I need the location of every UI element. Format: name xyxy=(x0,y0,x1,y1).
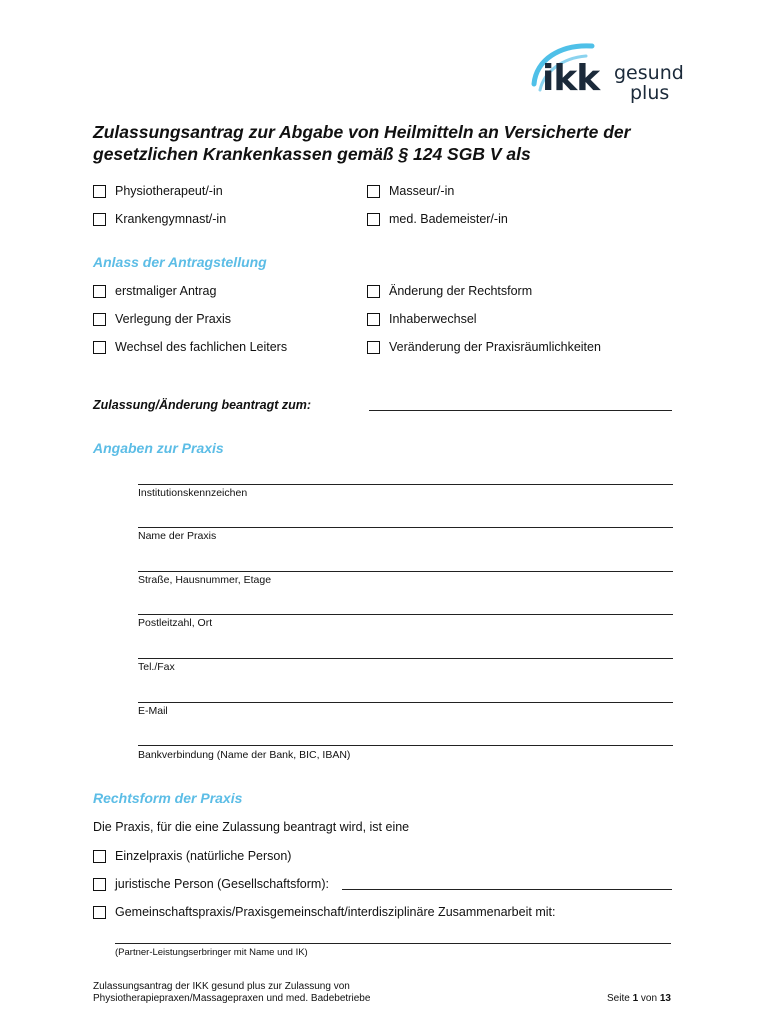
checkbox-wechsel-leiter[interactable] xyxy=(93,340,287,354)
field-gesellschaftsform[interactable] xyxy=(342,889,672,890)
checkbox-label: Einzelpraxis (natürliche Person) xyxy=(115,849,292,863)
checkbox-praxisraeumlichkeiten[interactable] xyxy=(367,340,601,354)
page-prefix: Seite xyxy=(607,993,630,1004)
checkbox-square[interactable] xyxy=(93,285,106,298)
checkbox-label: Wechsel des fachlichen Leiters xyxy=(115,340,288,354)
field-label: Straße, Hausnummer, Etage xyxy=(138,574,272,586)
partner-hint: (Partner-Leistungserbringer mit Name und IK) xyxy=(115,947,308,958)
logo-brand: ikk xyxy=(542,58,600,99)
logo-line2: plus xyxy=(630,82,670,104)
checkbox-label: Gemeinschaftspraxis/Praxisgemeinschaft/interdisziplinäre Zusammenarbeit mit: xyxy=(115,905,556,919)
checkbox-square[interactable] xyxy=(93,213,106,226)
form-title: Zulassungsantrag zur Abgabe von Heilmitteln an Versicherte der gesetzlichen Krankenkassen gemäß § 124 SGB V als xyxy=(93,122,631,164)
checkbox-erstmaliger-antrag[interactable] xyxy=(93,284,216,298)
checkbox-label: Physiotherapeut/-in xyxy=(115,184,223,198)
checkbox-label: juristische Person (Gesellschaftsform): xyxy=(115,877,329,891)
field-praxisname[interactable] xyxy=(138,527,673,528)
checkbox-square[interactable] xyxy=(93,878,106,891)
field-email[interactable] xyxy=(138,702,673,703)
beantragt-label: Zulassung/Änderung beantragt zum: xyxy=(93,398,312,412)
checkbox-juristische-person[interactable] xyxy=(93,877,329,891)
page-mid: von xyxy=(640,993,658,1004)
checkbox-square[interactable] xyxy=(93,185,106,198)
checkbox-label: erstmaliger Antrag xyxy=(115,284,217,298)
rechtsform-intro: Die Praxis, für die eine Zulassung beantragt wird, ist eine xyxy=(93,820,410,834)
footer-line1: Zulassungsantrag der IKK gesund plus zur Zulassung von xyxy=(93,981,350,992)
page-total: 13 xyxy=(659,993,671,1004)
checkbox-square[interactable] xyxy=(93,850,106,863)
footer-line2: Physiotherapiepraxen/Massagepraxen und med. Badebetriebe xyxy=(93,993,371,1004)
checkbox-square[interactable] xyxy=(367,213,380,226)
checkbox-square[interactable] xyxy=(367,185,380,198)
footer-text xyxy=(93,981,370,1005)
field-bankverbindung[interactable] xyxy=(138,745,673,746)
logo-line1: gesund xyxy=(614,62,684,84)
section-heading-anlass: Anlass der Antragstellung xyxy=(93,254,267,270)
checkbox-verlegung[interactable] xyxy=(93,312,231,326)
checkbox-krankengymnast[interactable] xyxy=(93,212,226,226)
checkbox-gemeinschaftspraxis[interactable] xyxy=(93,905,555,919)
field-plz-ort[interactable] xyxy=(138,614,673,615)
field-label: Bankverbindung (Name der Bank, BIC, IBAN) xyxy=(138,749,351,761)
ikk-logo xyxy=(530,38,690,110)
checkbox-bademeister[interactable] xyxy=(367,212,508,226)
field-ik[interactable] xyxy=(138,484,673,485)
checkbox-label: Verlegung der Praxis xyxy=(115,312,232,326)
checkbox-aenderung-rechtsform[interactable] xyxy=(367,284,532,298)
checkbox-square[interactable] xyxy=(367,285,380,298)
field-tel-fax[interactable] xyxy=(138,658,673,659)
field-strasse[interactable] xyxy=(138,571,673,572)
field-label: E-Mail xyxy=(138,705,168,717)
checkbox-label: Masseur/-in xyxy=(389,184,455,198)
checkbox-einzelpraxis[interactable] xyxy=(93,849,291,863)
checkbox-square[interactable] xyxy=(367,313,380,326)
checkbox-label: Krankengymnast/-in xyxy=(115,212,227,226)
page-indicator xyxy=(607,993,671,1005)
checkbox-inhaberwechsel[interactable] xyxy=(367,312,477,326)
checkbox-label: Veränderung der Praxisräumlichkeiten xyxy=(389,340,601,354)
checkbox-square[interactable] xyxy=(93,341,106,354)
section-heading-praxis: Angaben zur Praxis xyxy=(93,440,224,456)
field-label: Tel./Fax xyxy=(138,661,175,673)
checkbox-masseur[interactable] xyxy=(367,184,454,198)
checkbox-physiotherapeut[interactable] xyxy=(93,184,223,198)
field-label: Name der Praxis xyxy=(138,530,217,542)
field-label: Postleitzahl, Ort xyxy=(138,617,213,629)
page-current: 1 xyxy=(632,993,639,1004)
section-heading-rechtsform: Rechtsform der Praxis xyxy=(93,790,243,806)
checkbox-square[interactable] xyxy=(93,313,106,326)
checkbox-square[interactable] xyxy=(93,906,106,919)
field-label: Institutionskennzeichen xyxy=(138,487,248,499)
field-partner[interactable] xyxy=(115,943,671,944)
checkbox-label: Änderung der Rechtsform xyxy=(389,284,533,298)
beantragt-date-field[interactable] xyxy=(369,410,672,411)
checkbox-label: med. Bademeister/-in xyxy=(389,212,508,226)
checkbox-label: Inhaberwechsel xyxy=(389,312,477,326)
checkbox-square[interactable] xyxy=(367,341,380,354)
